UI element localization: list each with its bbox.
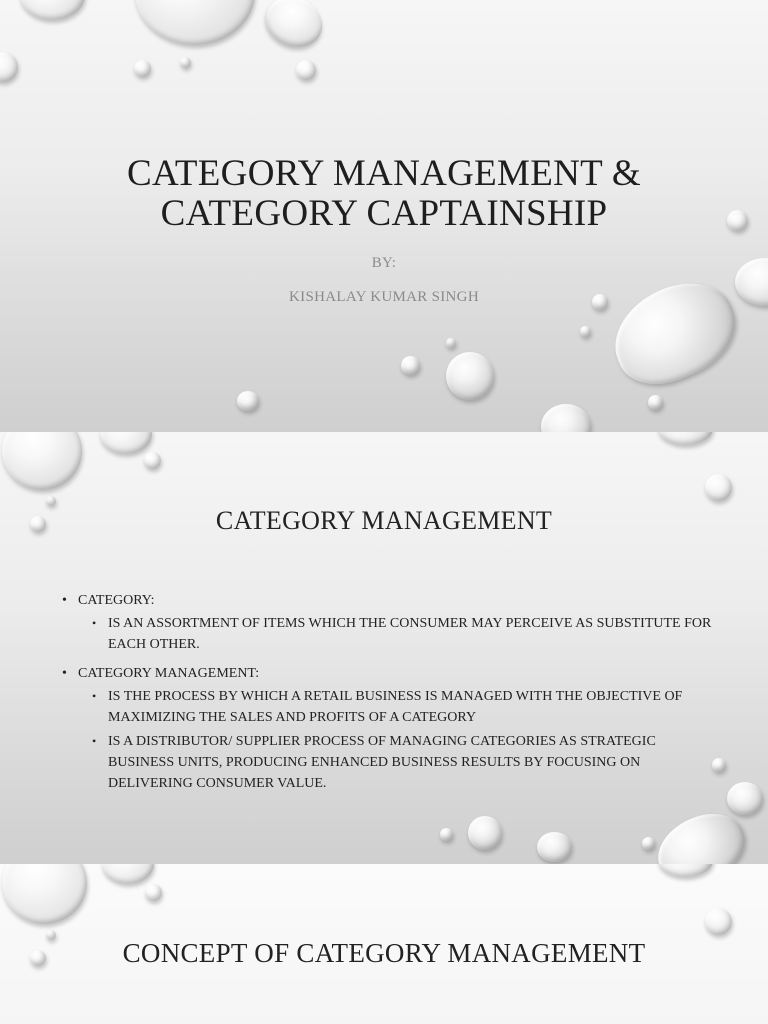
slide-title: CONCEPT OF CATEGORY MANAGEMENT (122, 938, 646, 968)
bullet-text: CATEGORY MANAGEMENT: (78, 666, 260, 681)
water-drop-decoration (648, 395, 663, 410)
sub-bullet-item: • IS AN ASSORTMENT OF ITEMS WHICH THE CONSUMER MAY PERCEIVE AS SUBSTITUTE FOR EACH OTHER. (92, 613, 712, 655)
water-drop-decoration (46, 496, 56, 506)
water-drop-decoration (258, 0, 331, 56)
water-drop-decoration (135, 0, 255, 45)
author-name: KISHALAY KUMAR SINGH (289, 289, 479, 305)
water-drop-decoration (642, 837, 655, 850)
water-drop-decoration (446, 352, 494, 400)
slide-title (0, 154, 768, 234)
water-drop-decoration (180, 57, 191, 68)
slide-title-line-1: CATEGORY MANAGEMENT & (126, 153, 642, 194)
sub-bullet-item: • IS A DISTRIBUTOR/ SUPPLIER PROCESS OF MANAGING CATEGORIES AS STRATEGIC BUSINESS UNITS, PRODUCING ENHANCED BUSINESS RESULTS BY FOCUSING ON DELIVERING CONSUMER VALUE. (92, 731, 712, 794)
slide-title: CATEGORY MANAGEMENT (215, 506, 553, 535)
water-drop-decoration (100, 432, 152, 454)
water-drop-decoration (727, 782, 763, 815)
water-drop-decoration (20, 0, 85, 20)
water-drop-decoration (2, 432, 82, 490)
by-label: BY: (371, 255, 397, 271)
content-slide (0, 432, 768, 864)
sub-bullet-item: • IS THE PROCESS BY WHICH A RETAIL BUSINESS IS MANAGED WITH THE OBJECTIVE OF MAXIMIZING THE SALES AND PROFITS OF A CATEGORY (92, 686, 712, 728)
water-drop-decoration (658, 864, 713, 877)
water-drop-decoration (0, 52, 18, 82)
water-drop-decoration (134, 60, 151, 77)
water-drop-decoration (468, 816, 502, 850)
water-drop-decoration (145, 884, 162, 901)
water-drop-decoration (446, 338, 456, 348)
water-drop-decoration (296, 60, 316, 80)
bullet-item (62, 590, 712, 655)
water-drop-decoration (2, 864, 87, 924)
water-drop-decoration (600, 268, 750, 398)
bullet-text: CATEGORY: (78, 593, 155, 608)
water-drop-decoration (102, 864, 154, 884)
title-slide (0, 0, 768, 432)
water-drop-decoration (144, 452, 161, 469)
water-drop-decoration (401, 356, 420, 375)
water-drop-decoration (658, 432, 713, 445)
bullet-item (62, 663, 712, 794)
water-drop-decoration (541, 404, 591, 432)
water-drop-decoration (580, 326, 591, 337)
slide-title-line-2: CATEGORY CAPTAINSHIP (160, 193, 608, 234)
water-drop-decoration (440, 828, 453, 841)
water-drop-decoration (705, 474, 732, 501)
sub-bullet-list (78, 686, 712, 794)
concept-slide (0, 864, 768, 1024)
water-drop-decoration (537, 832, 572, 862)
water-drop-decoration (705, 908, 732, 935)
water-drop-decoration (237, 391, 259, 411)
sub-bullet-list (78, 613, 712, 655)
bullet-list (62, 590, 712, 802)
water-drop-decoration (712, 758, 726, 772)
